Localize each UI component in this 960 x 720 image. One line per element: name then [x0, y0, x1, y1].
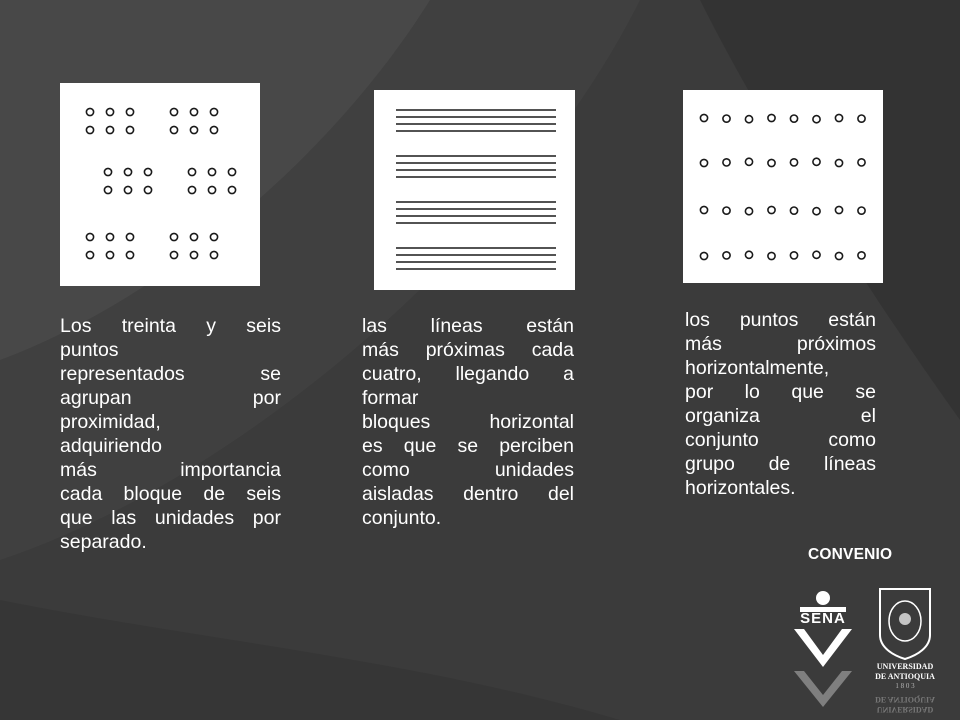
- caption-line: Los treinta y seis: [60, 315, 281, 337]
- dot: [790, 115, 797, 122]
- caption-line: más próximos: [685, 333, 876, 355]
- dot: [104, 168, 111, 175]
- dot: [170, 233, 177, 240]
- dot: [208, 186, 215, 193]
- dot: [723, 115, 730, 122]
- caption-line: cada bloque de seis: [60, 483, 281, 505]
- dot: [210, 251, 217, 258]
- dot: [768, 252, 775, 259]
- caption-line: más próximas cada: [362, 339, 574, 361]
- dot: [790, 252, 797, 259]
- dot: [858, 115, 865, 122]
- dot: [86, 251, 93, 258]
- dot: [188, 186, 195, 193]
- caption-line: horizontales.: [685, 477, 796, 499]
- dot: [723, 207, 730, 214]
- caption-line: conjunto como: [685, 429, 876, 451]
- dot: [170, 108, 177, 115]
- dot: [124, 168, 131, 175]
- dot: [104, 186, 111, 193]
- dot: [835, 159, 842, 166]
- dot: [835, 252, 842, 259]
- dot: [106, 126, 113, 133]
- caption-line: los puntos están: [685, 309, 876, 331]
- caption-line: las líneas están: [362, 315, 574, 337]
- dot: [858, 207, 865, 214]
- dot: [86, 126, 93, 133]
- dot: [790, 207, 797, 214]
- caption-line: bloques horizontal: [362, 411, 574, 433]
- dot: [106, 251, 113, 258]
- caption-dot-rows: [685, 308, 876, 500]
- caption-line: más importancia: [60, 459, 281, 481]
- svg-text:1 8 0 3: 1 8 0 3: [895, 682, 915, 690]
- dot: [790, 159, 797, 166]
- dot: [700, 114, 707, 121]
- caption-line: horizontalmente,: [685, 357, 830, 379]
- caption-line: es que se perciben: [362, 435, 574, 457]
- partner-logos: [780, 585, 950, 720]
- dot: [210, 233, 217, 240]
- dot: [700, 159, 707, 166]
- dot: [170, 126, 177, 133]
- dot: [106, 233, 113, 240]
- svg-text:DE ANTIOQUIA: DE ANTIOQUIA: [875, 672, 935, 681]
- caption-line: separado.: [60, 531, 147, 553]
- dot: [126, 251, 133, 258]
- dot: [813, 158, 820, 165]
- dot: [126, 126, 133, 133]
- dot: [228, 168, 235, 175]
- dot: [210, 126, 217, 133]
- dot: [190, 251, 197, 258]
- caption-line: organiza el: [685, 405, 876, 427]
- svg-text:SENA: SENA: [800, 610, 846, 627]
- caption-grouped-dots: [60, 314, 281, 554]
- caption-line: aisladas dentro del: [362, 483, 574, 505]
- figure-grouped-dots: [60, 83, 260, 286]
- caption-line: cuatro, llegando a: [362, 363, 574, 385]
- dot: [745, 251, 752, 258]
- dot: [835, 114, 842, 121]
- dot: [723, 159, 730, 166]
- dot: [126, 233, 133, 240]
- dot: [228, 186, 235, 193]
- grouped-lines-diagram: [374, 90, 575, 290]
- dot: [768, 114, 775, 121]
- svg-text:DE ANTIOQUIA: DE ANTIOQUIA: [875, 695, 935, 704]
- dot: [813, 116, 820, 123]
- dot: [813, 208, 820, 215]
- dot: [858, 252, 865, 259]
- caption-line: adquiriendo: [60, 435, 162, 457]
- dot: [745, 208, 752, 215]
- caption-line: agrupan por: [60, 387, 281, 409]
- dot-rows-diagram: [683, 90, 883, 283]
- dot: [124, 186, 131, 193]
- caption-line: que las unidades por: [60, 507, 281, 529]
- svg-text:UNIVERSIDAD: UNIVERSIDAD: [876, 662, 934, 671]
- dot: [144, 168, 151, 175]
- dot: [210, 108, 217, 115]
- dot: [170, 251, 177, 258]
- figure-dot-rows: [683, 90, 883, 283]
- dot: [768, 206, 775, 213]
- dot: [190, 233, 197, 240]
- figure-grouped-lines: [374, 90, 575, 290]
- dot: [188, 168, 195, 175]
- dot: [126, 108, 133, 115]
- dot: [208, 168, 215, 175]
- svg-text:UNIVERSIDAD: UNIVERSIDAD: [876, 705, 934, 714]
- dot: [745, 116, 752, 123]
- dot: [86, 108, 93, 115]
- caption-line: formar: [362, 387, 419, 409]
- dot: [700, 252, 707, 259]
- grouped-dots-diagram: [60, 83, 260, 286]
- dot: [700, 206, 707, 213]
- caption-line: grupo de líneas: [685, 453, 876, 475]
- dot: [768, 159, 775, 166]
- dot: [723, 252, 730, 259]
- dot: [835, 206, 842, 213]
- dot: [86, 233, 93, 240]
- caption-line: conjunto.: [362, 507, 442, 529]
- universidad-de-antioquia-logo: [875, 589, 935, 714]
- caption-grouped-lines: [362, 314, 574, 530]
- dot: [858, 159, 865, 166]
- convenio-label: CONVENIO: [808, 546, 893, 563]
- caption-line: puntos: [60, 339, 119, 361]
- dot: [190, 108, 197, 115]
- dot: [106, 108, 113, 115]
- sena-logo: [794, 591, 852, 707]
- dot: [813, 251, 820, 258]
- dot: [144, 186, 151, 193]
- caption-line: representados se: [60, 363, 281, 385]
- dot: [190, 126, 197, 133]
- dot: [745, 158, 752, 165]
- caption-line: por lo que se: [685, 381, 876, 403]
- caption-line: proximidad,: [60, 411, 161, 433]
- caption-line: como unidades: [362, 459, 574, 481]
